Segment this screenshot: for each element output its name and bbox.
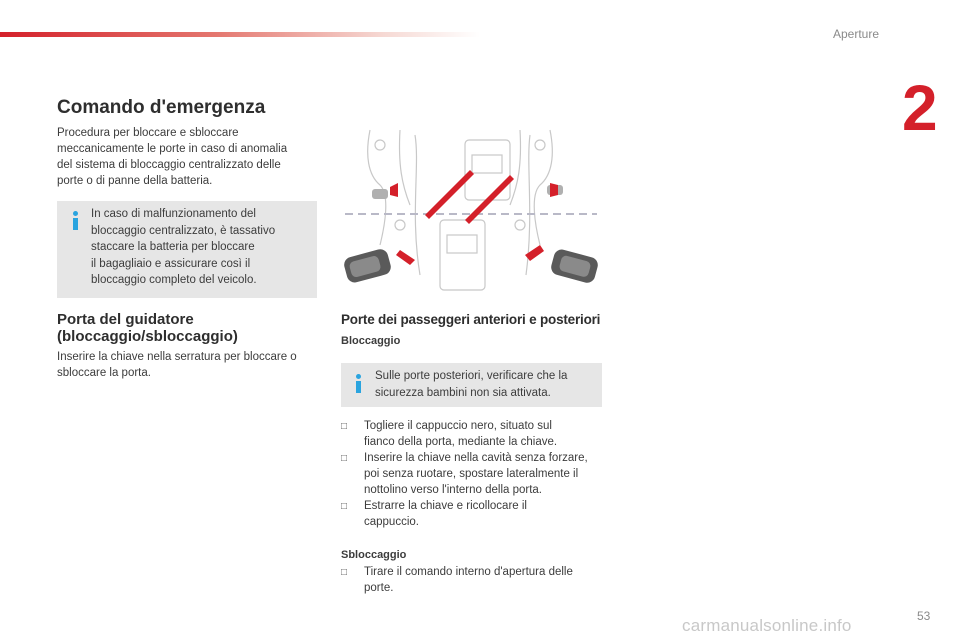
info-box-child-safety <box>341 363 602 407</box>
driver-door-text: Inserire la chiave nella serratura per bloccare o sbloccare la porta. <box>57 351 297 379</box>
info-text-child-safety: Sulle porte posteriori, verificare che la sicurezza bambini non sia attivata. <box>375 370 568 399</box>
intro-paragraph: Procedura per bloccare e sbloccare meccanicamente le porte in caso di anomalia del sistema di bloccaggio centralizzato delle porte o di panne della batteria. <box>57 127 288 187</box>
checkbox-icon: □ <box>341 453 348 464</box>
list-item: □ Inserire la chiave nella cavità senza forzare, poi senza ruotare, spostare lateralmente il nottolino verso l'interno della porta. <box>341 452 588 496</box>
watermark: carmanualsonline.info <box>682 616 852 635</box>
page-number: 53 <box>917 609 931 623</box>
locking-steps-list <box>341 418 588 530</box>
section-label: Aperture <box>833 27 880 41</box>
list-item: □ Togliere il cappuccio nero, situato sul fianco della porta, mediante la chiave. <box>341 420 558 448</box>
info-text-battery: In caso di malfunzionamento del bloccaggio centralizzato, è tassativo staccare la batteria per bloccare il bagagliaio e assicurare così il bloccaggio completo del veicolo. <box>91 208 276 286</box>
door-lock-illustration <box>340 125 602 305</box>
unlocking-subheading: Sbloccaggio <box>341 549 407 561</box>
page-title: Comando d'emergenza <box>57 97 266 118</box>
info-box-battery <box>57 201 317 298</box>
driver-door-heading: Porta del guidatore (bloccaggio/sbloccaggio) <box>57 311 238 345</box>
chapter-number: 2 <box>902 72 938 144</box>
unlocking-steps-list <box>341 564 573 596</box>
checkbox-icon: □ <box>341 421 348 432</box>
info-icon <box>71 211 81 231</box>
checkbox-icon: □ <box>341 567 348 578</box>
info-icon <box>354 374 364 394</box>
passenger-doors-heading: Porte dei passeggeri anteriori e posteriori <box>341 312 601 327</box>
list-item: □ Estrarre la chiave e ricollocare il cappuccio. <box>341 500 527 528</box>
list-item: □ Tirare il comando interno d'apertura delle porte. <box>341 566 573 594</box>
header-color-bar <box>0 32 480 37</box>
checkbox-icon: □ <box>341 501 348 512</box>
locking-subheading: Bloccaggio <box>341 335 401 347</box>
